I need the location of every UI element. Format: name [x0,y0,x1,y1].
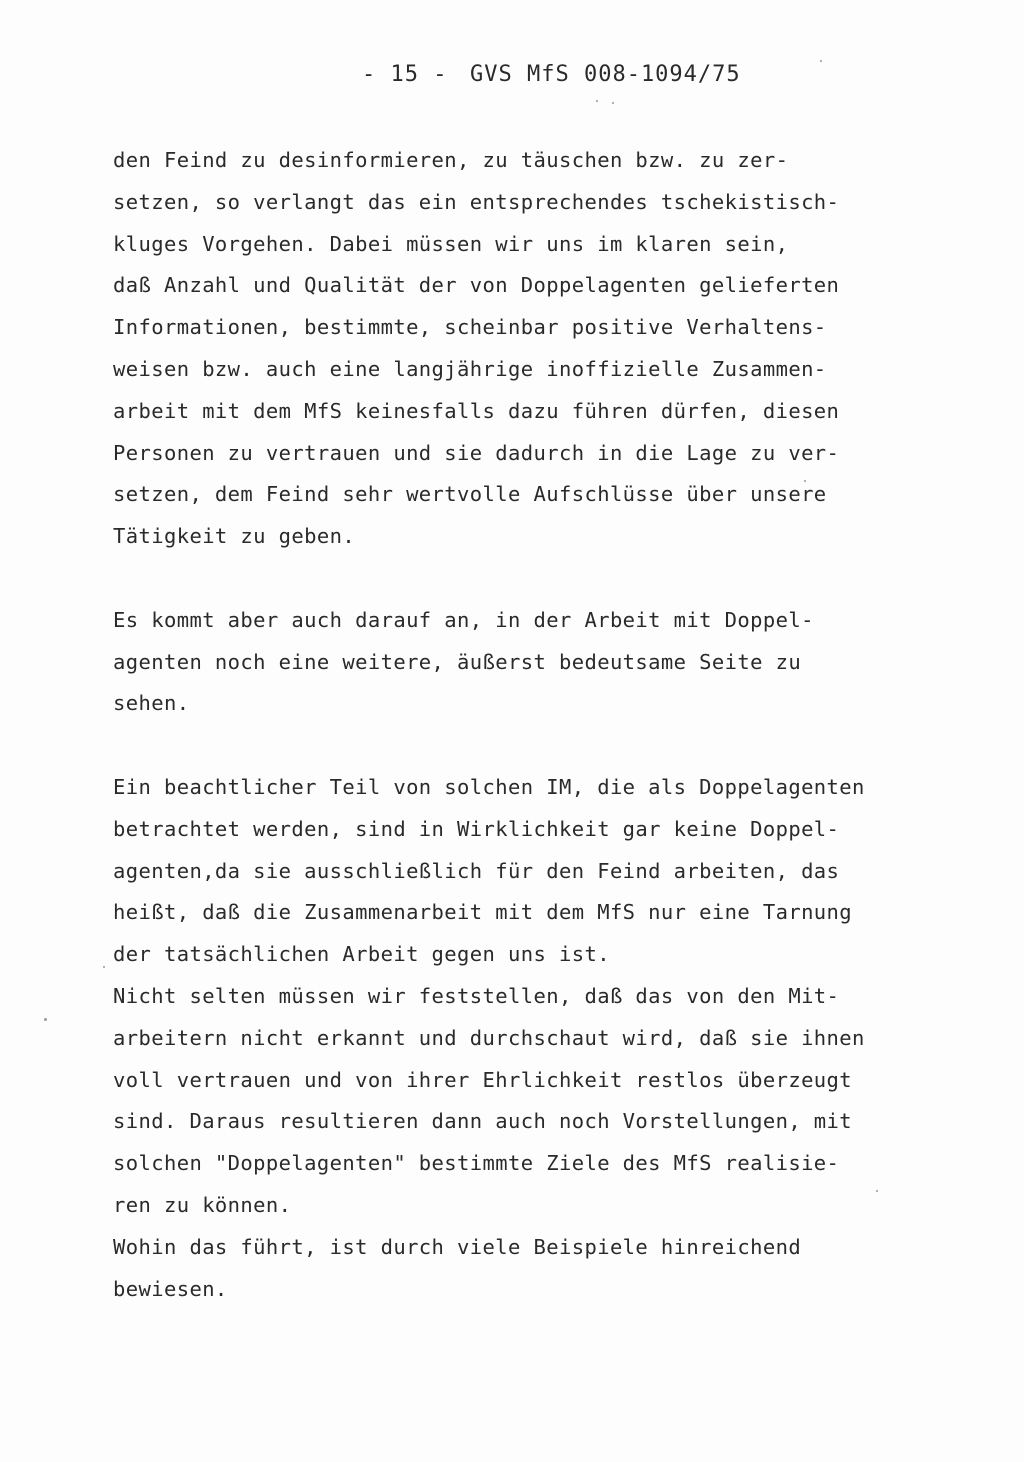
body-text [113,140,903,1310]
text-line: Wohin das führt, ist durch viele Beispiele hinreichend [113,1234,802,1259]
text-line: voll vertrauen und von ihrer Ehrlichkeit restlos überzeugt [113,1067,853,1092]
text-line: der tatsächlichen Arbeit gegen uns ist. [113,942,610,967]
scan-speck [804,480,806,482]
text-line: Personen zu vertrauen und sie dadurch in die Lage zu ver- [113,440,840,465]
text-line: ren zu können. [113,1192,292,1217]
scan-speck [596,100,598,102]
text-line: arbeit mit dem MfS keinesfalls dazu führen dürfen, diesen [113,398,840,423]
text-line: den Feind zu desinformieren, zu täuschen bzw. zu zer- [113,148,789,172]
text-line: Es kommt aber auch darauf an, in der Arbeit mit Doppel- [113,607,814,632]
scan-speck [44,1018,47,1021]
text-line: arbeitern nicht erkannt und durchschaut wird, daß sie ihnen [113,1025,865,1050]
text-line: weisen bzw. auch eine langjährige inoffizielle Zusammen- [113,356,827,381]
text-line: agenten,da sie ausschließlich für den Feind arbeiten, das [113,858,840,883]
text-line: bewiesen. [113,1276,228,1301]
text-line: daß Anzahl und Qualität der von Doppelagenten gelieferten [113,273,840,298]
scan-speck [612,102,614,104]
text-line: sind. Daraus resultieren dann auch noch Vorstellungen, mit [113,1109,853,1134]
text-line: agenten noch eine weitere, äußerst bedeutsame Seite zu [113,649,802,674]
page-header [362,62,741,87]
paragraph-gap [113,725,903,767]
text-line: setzen, so verlangt das ein entsprechendes tschekistisch- [113,189,840,214]
paragraph [113,767,903,1310]
text-line: kluges Vorgehen. Dabei müssen wir uns im klaren sein, [113,231,789,256]
page-number: - 15 - [362,62,448,87]
document-reference: GVS MfS 008-1094/75 [470,62,741,87]
paragraph [113,600,903,725]
text-line: solchen "Doppelagenten" bestimmte Ziele des MfS realisie- [113,1151,840,1176]
scan-speck [820,60,822,62]
paragraph [113,140,903,558]
text-line: Informationen, bestimmte, scheinbar positive Verhaltens- [113,315,827,340]
text-line: setzen, dem Feind sehr wertvolle Aufschlüsse über unsere [113,482,827,507]
paragraph-gap [113,558,903,600]
text-line: betrachtet werden, sind in Wirklichkeit gar keine Doppel- [113,816,840,841]
text-line: sehen. [113,691,190,716]
text-line: Tätigkeit zu geben. [113,524,356,549]
text-line: heißt, daß die Zusammenarbeit mit dem MfS nur eine Tarnung [113,900,853,925]
scan-speck [103,966,105,968]
text-line: Nicht selten müssen wir feststellen, daß das von den Mit- [113,983,840,1008]
text-line: Ein beachtlicher Teil von solchen IM, die als Doppelagenten [113,774,865,799]
scan-speck [876,1190,878,1192]
